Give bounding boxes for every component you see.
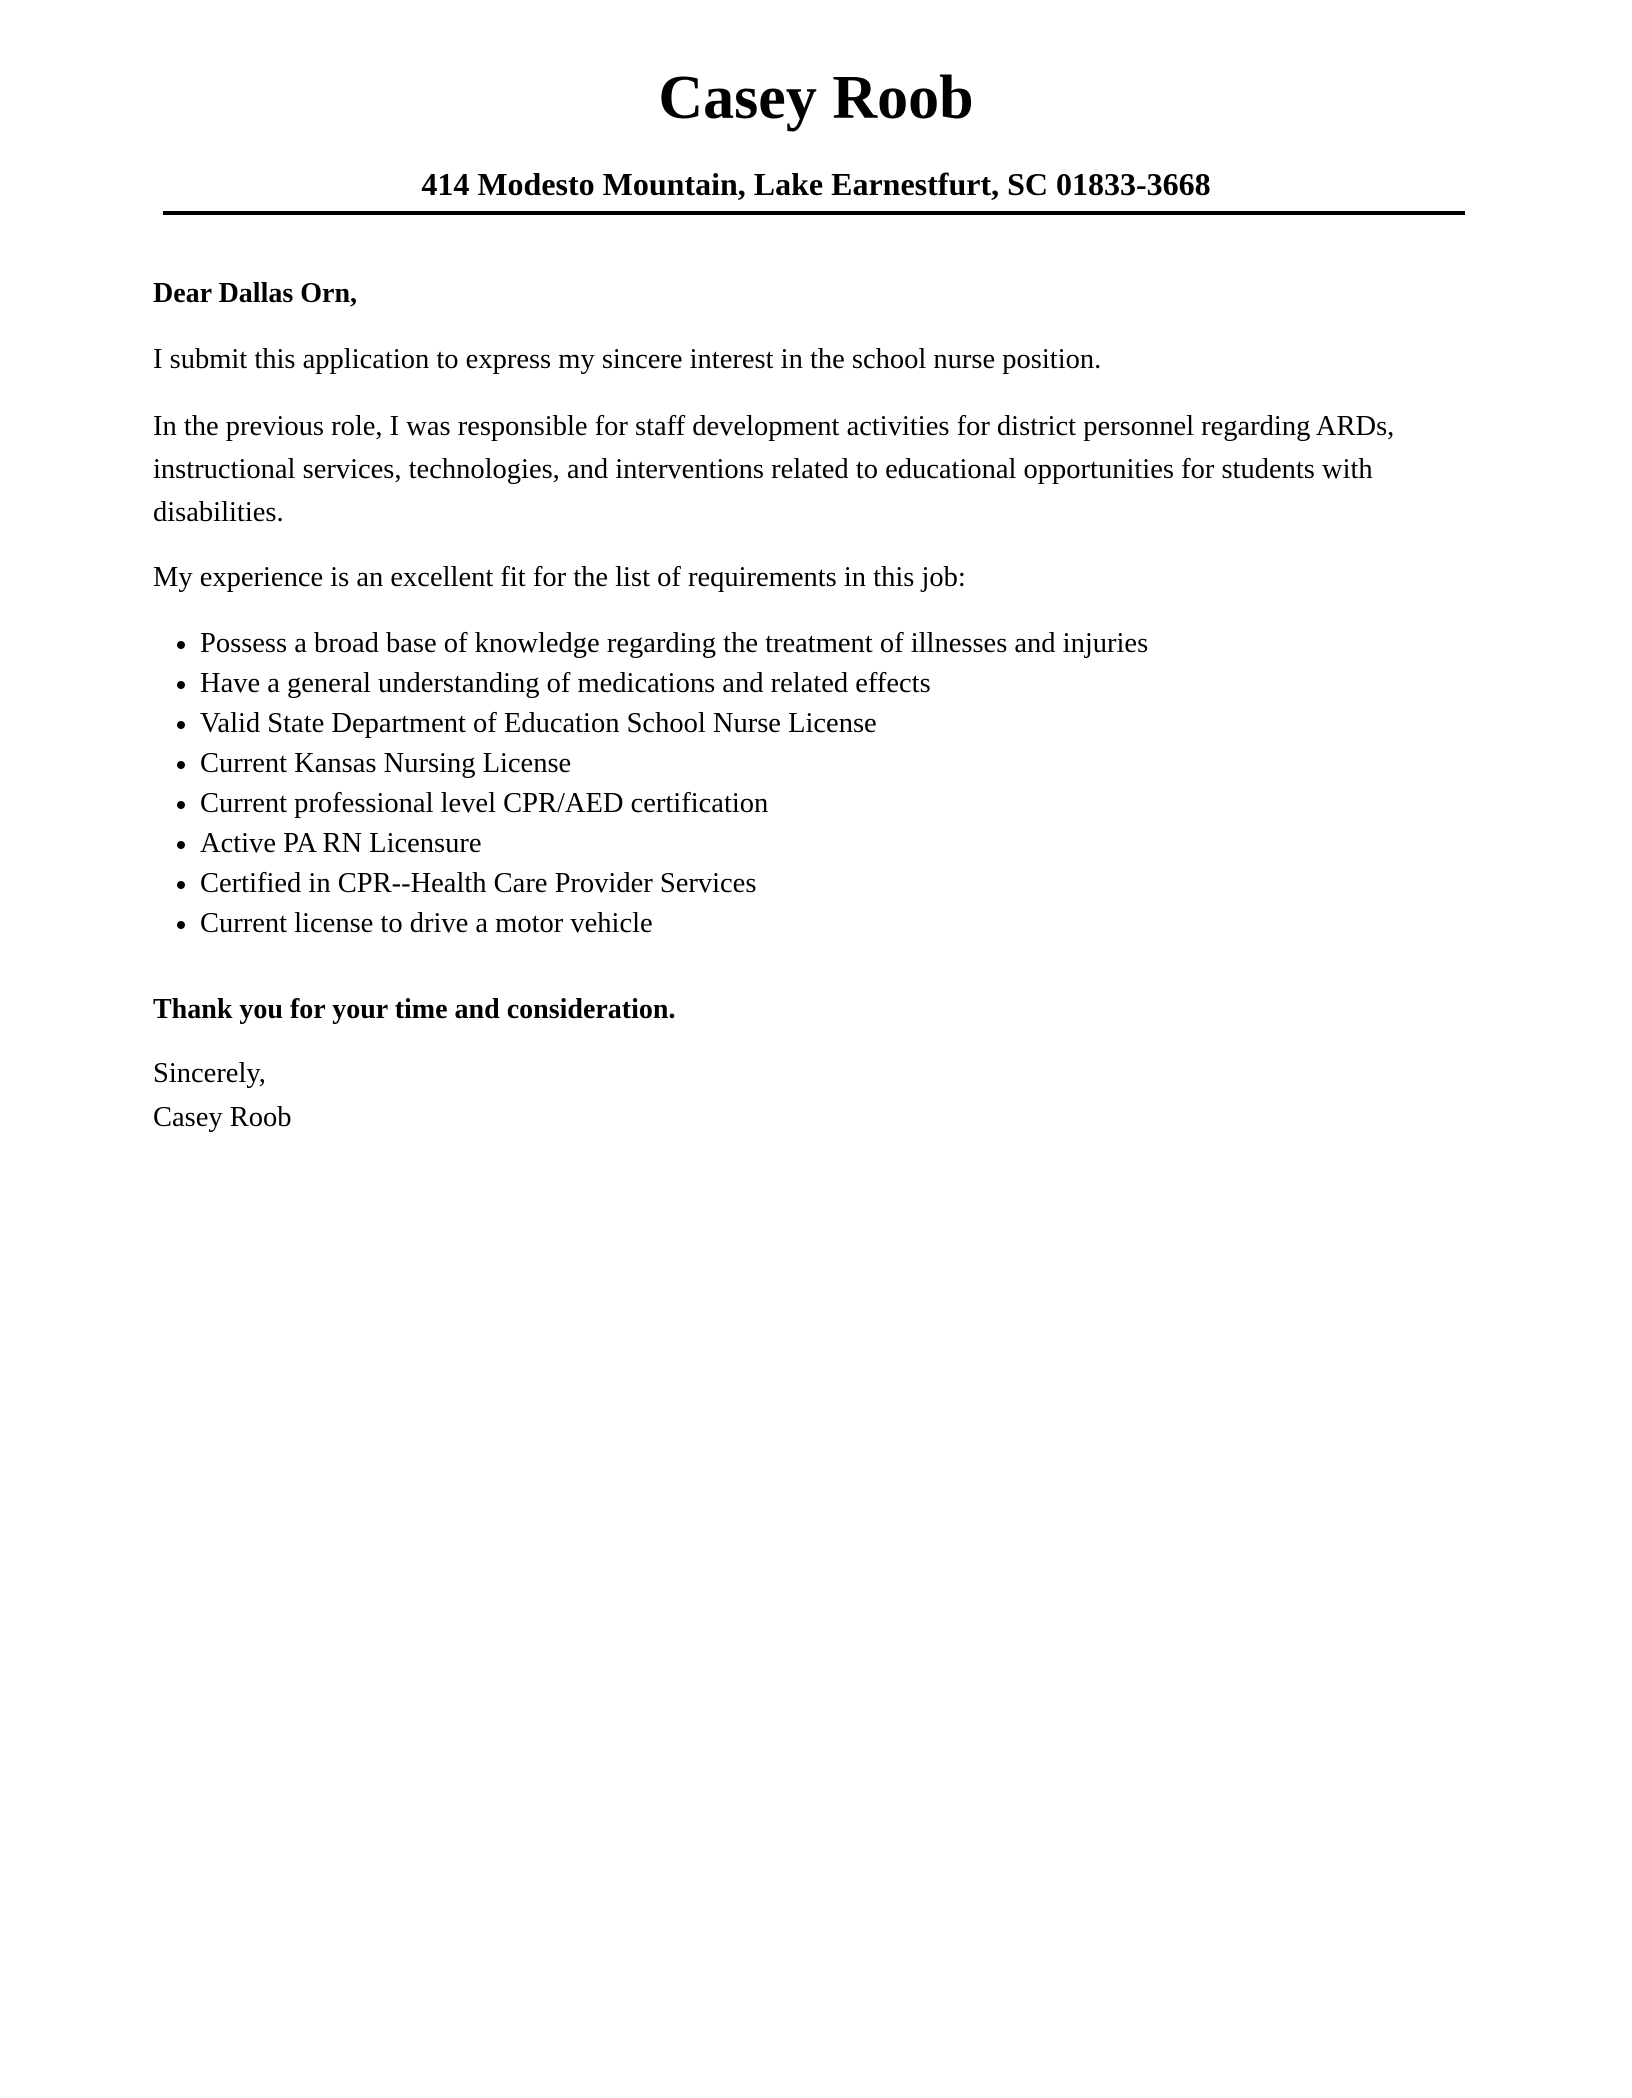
bullet-icon [177, 721, 185, 729]
list-item: Active PA RN Licensure [153, 824, 1488, 864]
closing: Sincerely, [153, 1058, 266, 1089]
sender-address: 414 Modesto Mountain, Lake Earnestfurt, SC 01833-3668 [421, 166, 1211, 202]
list-item: Valid State Department of Education School Nurse License [153, 704, 1488, 744]
list-item: Have a general understanding of medications and related effects [153, 664, 1488, 704]
bullet-icon [177, 681, 185, 689]
list-item: Current professional level CPR/AED certification [153, 784, 1488, 824]
requirements-list [153, 624, 1488, 944]
salutation: Dear Dallas Orn, [153, 278, 358, 309]
bullet-icon [177, 761, 185, 769]
sender-name: Casey Roob [658, 64, 974, 132]
bullet-icon [177, 921, 185, 929]
header-divider [163, 211, 1465, 215]
bullet-icon [177, 801, 185, 809]
experience-paragraph: In the previous role, I was responsible for staff development activities for district personnel regarding ARDs, instructional services, technologies, and interventions related to educational opportunities for students with disabilities. [153, 411, 1395, 528]
requirements-intro: My experience is an excellent fit for the list of requirements in this job: [153, 562, 966, 593]
bullet-icon [177, 641, 185, 649]
bullet-icon [177, 841, 185, 849]
intro-paragraph: I submit this application to express my sincere interest in the school nurse position. [153, 344, 1102, 375]
signature: Casey Roob [153, 1102, 292, 1133]
bullet-icon [177, 881, 185, 889]
thanks-line: Thank you for your time and consideration. [153, 994, 676, 1025]
list-item: Certified in CPR--Health Care Provider Services [153, 864, 1488, 904]
list-item: Possess a broad base of knowledge regarding the treatment of illnesses and injuries [153, 624, 1488, 664]
list-item: Current Kansas Nursing License [153, 744, 1488, 784]
list-item: Current license to drive a motor vehicle [153, 904, 1488, 944]
